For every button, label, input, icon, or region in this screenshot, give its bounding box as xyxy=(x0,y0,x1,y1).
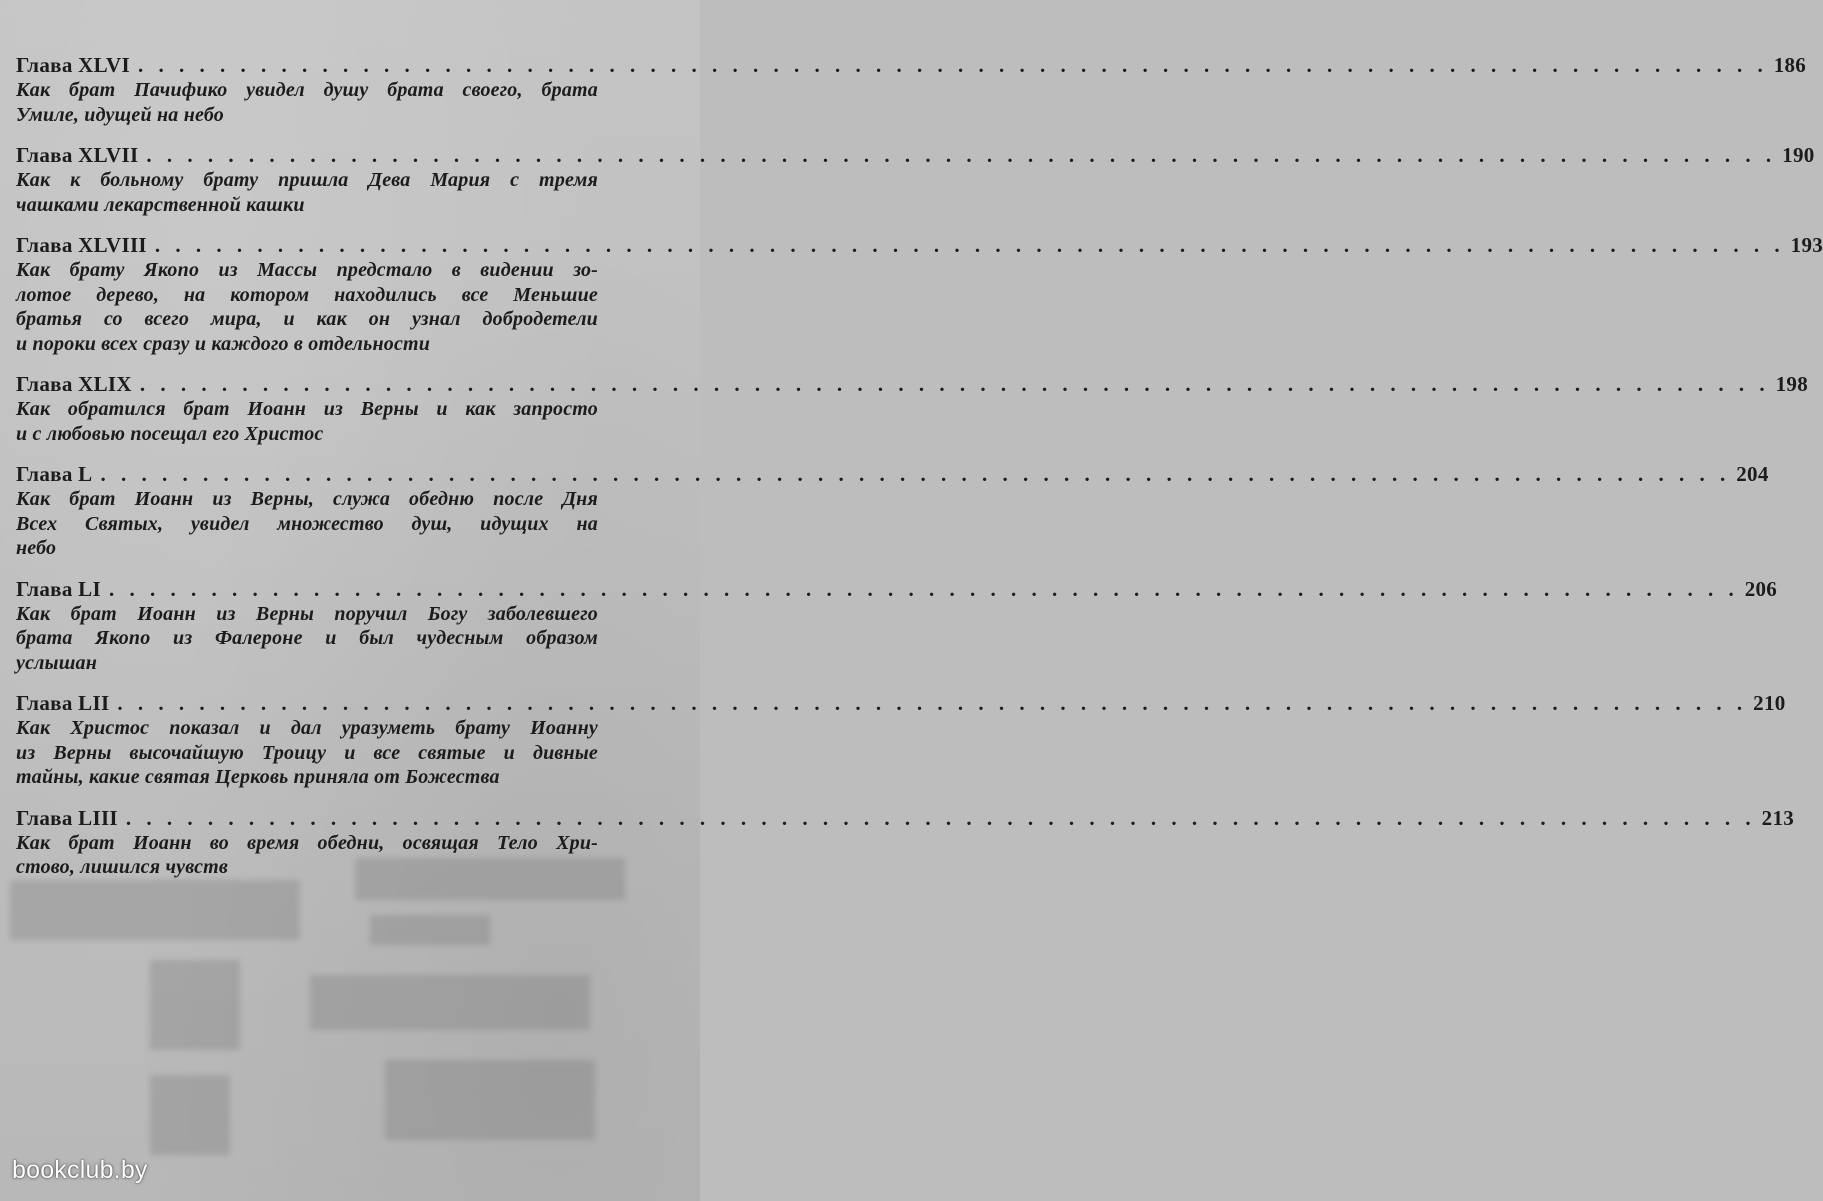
chapter-title xyxy=(16,602,598,676)
toc-entry xyxy=(16,576,1778,676)
toc-entry xyxy=(16,461,1769,561)
chapter-title-line: небо xyxy=(16,537,57,559)
dot-leader: . . . . . . . . . . . . . . . . . . . . . . . . . . . . . . . . . . . . . . . . . . . . . . . . . . . . . . . . . . . . . . . . . . . . . . . . . . . . . . . . xyxy=(154,233,1785,257)
page-number: 193 xyxy=(1790,233,1823,257)
dot-leader: . . . . . . . . . . . . . . . . . . . . . . . . . . . . . . . . . . . . . . . . . . . . . . . . . . . . . . . . . . . . . . . . . . . . . . . . . . . . . . . . xyxy=(146,143,1777,167)
chapter-title-line: из Верны высочайшую Троицу и все святые и дивные xyxy=(16,741,598,764)
dot-leader: . . . . . . . . . . . . . . . . . . . . . . . . . . . . . . . . . . . . . . . . . . . . . . . . . . . . . . . . . . . . . . . . . . . . . . . . . . . . . . . . xyxy=(139,372,1770,396)
chapter-title-line: Как брат Иоанн из Верны поручил Богу заболевшего xyxy=(16,602,598,625)
show-through-shadow xyxy=(150,1075,230,1155)
page-number: 186 xyxy=(1773,53,1807,77)
toc-entry xyxy=(16,805,1795,880)
toc-entry-heading xyxy=(16,142,1815,168)
chapter-title-line: чашками лекарственной кашки xyxy=(16,193,305,216)
chapter-title-line: Как брат Иоанн во время обедни, освящая Тело Хри- xyxy=(16,831,598,854)
toc-entry xyxy=(16,142,1815,217)
page-number: 204 xyxy=(1736,462,1769,486)
dot-leader: . . . . . . . . . . . . . . . . . . . . . . . . . . . . . . . . . . . . . . . . . . . . . . . . . . . . . . . . . . . . . . . . . . . . . . . . . . . . . . . . xyxy=(100,462,1731,486)
show-through-shadow xyxy=(385,1060,595,1140)
chapter-label: Глава XLVIII xyxy=(16,233,147,257)
chapter-title-line: лотое дерево, на котором находились все Меньшие xyxy=(16,283,598,306)
chapter-title-line: Всех Святых, увидел множество душ, идущих на xyxy=(16,512,598,535)
dot-leader: . . . . . . . . . . . . . . . . . . . . . . . . . . . . . . . . . . . . . . . . . . . . . . . . . . . . . . . . . . . . . . . . . . . . . . . . . . . . . . . . xyxy=(117,691,1748,715)
toc-entry-heading xyxy=(16,461,1769,487)
table-of-contents xyxy=(16,52,1823,895)
chapter-title-line: стово, лишился чувств xyxy=(16,856,229,878)
chapter-title xyxy=(16,397,598,446)
chapter-title xyxy=(16,168,598,217)
chapter-label: Глава XLVII xyxy=(16,143,139,167)
chapter-title xyxy=(16,716,598,790)
show-through-shadow xyxy=(150,960,240,1050)
chapter-title-line: и пороки всех сразу и каждого в отдельности xyxy=(16,332,431,355)
chapter-title-line: и с любовью посещал его Христос xyxy=(16,422,324,445)
chapter-title-line: услышан xyxy=(16,651,98,674)
page-number: 198 xyxy=(1775,372,1809,396)
chapter-title xyxy=(16,258,598,356)
chapter-title-line: брата Якопо из Фалероне и был чудесным образом xyxy=(16,627,598,649)
chapter-label: Глава XLVI xyxy=(16,53,130,77)
chapter-title-line: Как Христос показал и дал уразуметь брату Иоанну xyxy=(16,717,598,739)
chapter-title-line: Как обратился брат Иоанн из Верны и как запросто xyxy=(16,398,598,420)
toc-entry xyxy=(16,232,1823,356)
toc-entry-heading xyxy=(16,371,1809,397)
page-number: 206 xyxy=(1744,576,1778,601)
chapter-title-line: Умиле, идущей на небо xyxy=(16,103,224,126)
toc-entry-heading xyxy=(16,576,1778,602)
toc-entry-heading xyxy=(16,805,1795,831)
dot-leader: . . . . . . . . . . . . . . . . . . . . . . . . . . . . . . . . . . . . . . . . . . . . . . . . . . . . . . . . . . . . . . . . . . . . . . . . . . . . . . . . xyxy=(125,805,1756,830)
show-through-shadow xyxy=(310,975,590,1030)
chapter-title-line: тайны, какие святая Церковь приняла от Божества xyxy=(16,766,500,788)
toc-entry xyxy=(16,52,1807,127)
toc-entry-heading xyxy=(16,52,1807,78)
toc-entry-heading xyxy=(16,690,1786,716)
chapter-title-line: Как к больному брату пришла Дева Мария с тремя xyxy=(16,169,598,191)
chapter-title xyxy=(16,831,598,880)
toc-entry xyxy=(16,690,1786,790)
chapter-title-line: братья со всего мира, и как он узнал добродетели xyxy=(16,308,598,330)
toc-entry xyxy=(16,371,1809,446)
toc-entry-heading xyxy=(16,232,1823,258)
dot-leader: . . . . . . . . . . . . . . . . . . . . . . . . . . . . . . . . . . . . . . . . . . . . . . . . . . . . . . . . . . . . . . . . . . . . . . . . . . . . . . . . xyxy=(108,576,1739,601)
chapter-title-line: Как брату Якопо из Массы предстало в видении зо- xyxy=(16,259,598,281)
chapter-title-line: Как брат Пачифико увидел душу брата своего, брата xyxy=(16,79,598,101)
chapter-label: Глава LIII xyxy=(16,805,118,830)
chapter-label: Глава LII xyxy=(16,691,110,715)
chapter-title xyxy=(16,78,598,127)
chapter-label: Глава XLIX xyxy=(16,372,132,396)
dot-leader: . . . . . . . . . . . . . . . . . . . . . . . . . . . . . . . . . . . . . . . . . . . . . . . . . . . . . . . . . . . . . . . . . . . . . . . . . . . . . . . . xyxy=(137,53,1768,77)
chapter-title xyxy=(16,487,598,561)
page-number: 190 xyxy=(1782,143,1815,167)
chapter-label: Глава LI xyxy=(16,576,101,601)
chapter-title-line: Как брат Иоанн из Верны, служа обедню после Дня xyxy=(16,488,598,510)
watermark: bookclub.by xyxy=(12,1156,148,1184)
page-number: 213 xyxy=(1761,805,1795,830)
show-through-shadow xyxy=(370,915,490,945)
chapter-label: Глава L xyxy=(16,462,93,486)
page-number: 210 xyxy=(1753,691,1786,715)
